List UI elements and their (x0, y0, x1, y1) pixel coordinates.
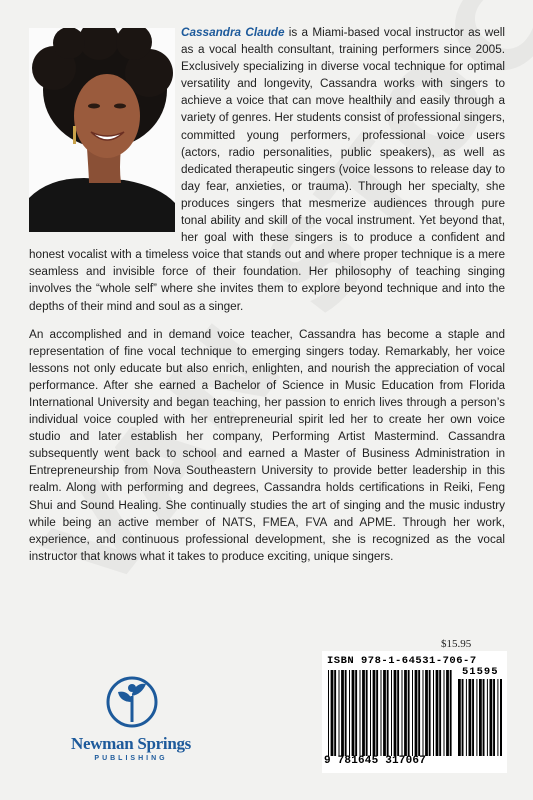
publisher-subtitle: PUBLISHING (94, 755, 168, 762)
barcode-digits: 9 781645 317067 (324, 755, 427, 767)
publisher-name: Newman Springs (70, 734, 191, 753)
barcode-extension-bars (458, 679, 502, 756)
author-name: Cassandra Claude (181, 26, 285, 39)
barcode-extension-number: 51595 (462, 666, 499, 678)
bio-paragraph-2: An accomplished and in demand voice teacher, Cassandra has become a staple and representation of fine vocal technique to emerging singers today. Remarkably, her voice lessons not only educate but also enrich, enlighten, and nourish the appreciation of vocal performance. After she earned a Bachelor of Science in Music Education from Florida International University and began teaching, her passion to enrich lives through a person’s individual voice coupled with her entrepreneurial spirit led her to create her own voice studio and later establish her company, Performing Artist Mastermind. Cassandra subsequently went back to school and earned a Master of Business Administration in Entrepreneurship from Nova Southeastern University to provide better leadership in this realm. Along with performing and degrees, Cassandra holds certifications in Reiki, Feng Shui and Sound Healing. She continually studies the art of singing and the music industry while being an active member of NATS, FMEA, FVA and APME. Through her work, experience, and continuous professional development, she is recognized as the vocal instructor that knows what it takes to produce exciting, unique singers. (29, 327, 505, 563)
sprout-icon (92, 672, 172, 732)
isbn-barcode (322, 651, 507, 773)
isbn-text: ISBN 978-1-64531-706-7 (327, 655, 477, 667)
photo-spacer (29, 24, 181, 234)
bio-paragraph-1-text: is a Miami-based vocal instructor as well as a vocal health consultant, training performers since 2005. Exclusively specializing in diverse vocal technique for optimal versatility and longevity, Cassandra works with singers to achieve a voice that can move healthily and easily through a variety of genres. Her students consist of professional singers, committed young performers, professional voice users (actors, radio personalities, public speakers), as well as dedicated therapeutic singers (voice lessons to release day to day fear, anxieties, or trauma). Through her specialty, she produces singers that mesmerize audiences through pure tonal ability and skill of the vocal instrument. Yet beyond that, her goal with these singers is to produce a confident and honest vocalist with a timeless voice that stands out and where proper technique is a mere seamless and invisible force of their foundation. Her philosophy of teaching singing involves the “whole self” where she invites them to explore beyond technique and into the depths of their mind and soul as a singer. (29, 26, 506, 313)
author-bio (29, 24, 505, 565)
price: $15.95 (441, 638, 472, 650)
barcode-bars (328, 670, 452, 756)
